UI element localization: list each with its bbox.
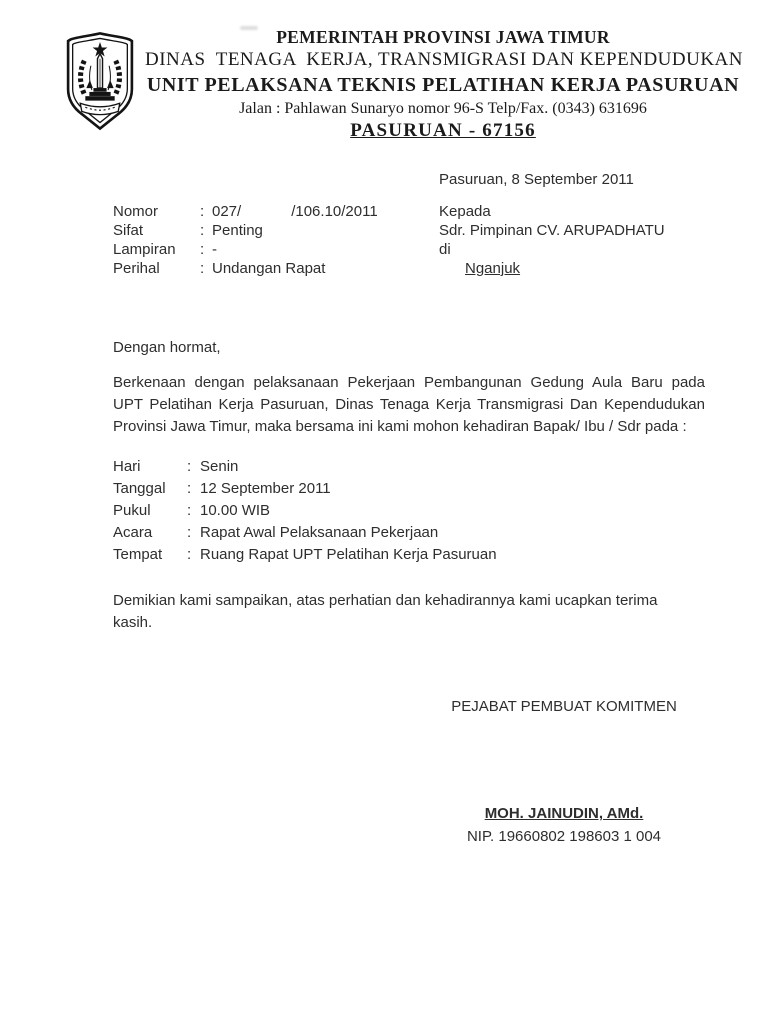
meta-value: Undangan Rapat <box>212 260 326 277</box>
detail-row-tempat <box>113 544 705 566</box>
meta-colon: : <box>200 222 205 239</box>
closing-paragraph <box>113 590 705 634</box>
paragraph-line: UPT Pelatihan Kerja Pasuruan, Dinas Tenaga Kerja Transmigrasi Dan Kependudukan <box>113 396 705 413</box>
detail-colon: : <box>187 480 192 497</box>
closing-line: kasih. <box>113 614 153 631</box>
recipient-city: Nganjuk <box>465 260 521 277</box>
meta-value: 027/ /106.10/2011 <box>212 203 378 220</box>
detail-colon: : <box>187 524 192 541</box>
signer-title: PEJABAT PEMBUAT KOMITMEN <box>451 698 677 715</box>
meta-label: Sifat <box>113 222 144 239</box>
letter-date: Pasuruan, 8 September 2011 <box>439 171 634 188</box>
letterhead-text <box>145 26 741 143</box>
opening-paragraph <box>113 372 705 438</box>
east-java-emblem-logo <box>60 31 140 135</box>
meta-value: - <box>212 241 217 258</box>
recipient-block <box>439 202 705 278</box>
detail-colon: : <box>187 458 192 475</box>
meta-colon: : <box>200 203 205 220</box>
detail-colon: : <box>187 502 192 519</box>
meta-label: Lampiran <box>113 241 176 258</box>
salutation: Dengan hormat, <box>113 339 221 356</box>
detail-row-hari <box>113 456 705 478</box>
meta-label: Perihal <box>113 260 160 277</box>
detail-value: Ruang Rapat UPT Pelatihan Kerja Pasuruan <box>200 546 497 563</box>
detail-colon: : <box>187 546 192 563</box>
detail-label: Tempat <box>113 546 163 563</box>
detail-label: Pukul <box>113 502 151 519</box>
detail-label: Tanggal <box>113 480 166 497</box>
detail-label: Acara <box>113 524 153 541</box>
detail-row-acara <box>113 522 705 544</box>
signer-nip: NIP. 19660802 198603 1 004 <box>466 828 662 845</box>
signature-block <box>449 697 679 847</box>
department-name: DINAS TENAGA KERJA, TRANSMIGRASI DAN KEPENDUDUKAN <box>145 49 743 70</box>
city-postal-code: PASURUAN - 67156 <box>350 120 536 141</box>
detail-row-pukul <box>113 500 705 522</box>
recipient-at: di <box>439 241 451 258</box>
detail-value: Senin <box>200 458 239 475</box>
address-line: Jalan : Pahlawan Sunaryo nomor 96-S Telp/Fax. (0343) 631696 <box>239 100 647 117</box>
signer-name: MOH. JAINUDIN, AMd. <box>484 805 644 822</box>
recipient-name: Sdr. Pimpinan CV. ARUPADHATU <box>439 222 665 239</box>
paragraph-line: Berkenaan dengan pelaksanaan Pekerjaan Pembangunan Gedung Aula Baru pada <box>113 374 705 391</box>
detail-value: Rapat Awal Pelaksanaan Pekerjaan <box>200 524 439 541</box>
meeting-details <box>113 456 705 566</box>
unit-name: UNIT PELAKSANA TEKNIS PELATIHAN KERJA PASURUAN <box>146 74 740 96</box>
government-name: PEMERINTAH PROVINSI JAWA TIMUR <box>276 27 610 47</box>
meta-fields <box>113 202 439 278</box>
meta-row-nomor <box>113 202 439 221</box>
meta-row-lampiran <box>113 240 439 259</box>
detail-label: Hari <box>113 458 141 475</box>
closing-line: Demikian kami sampaikan, atas perhatian dan kehadirannya kami ucapkan terima <box>113 592 658 609</box>
letter-meta <box>113 202 705 278</box>
paragraph-line: Provinsi Jawa Timur, maka bersama ini kami mohon kehadiran Bapak/ Ibu / Sdr pada : <box>113 418 687 435</box>
meta-row-perihal <box>113 259 439 278</box>
recipient-city-row <box>439 259 705 278</box>
meta-value: Penting <box>212 222 263 239</box>
meta-label: Nomor <box>113 203 159 220</box>
detail-value: 12 September 2011 <box>200 480 331 497</box>
meta-colon: : <box>200 260 205 277</box>
recipient-to: Kepada <box>439 203 491 220</box>
meta-colon: : <box>200 241 205 258</box>
detail-row-tanggal <box>113 478 705 500</box>
meta-row-sifat <box>113 221 439 240</box>
detail-value: 10.00 WIB <box>200 502 271 519</box>
